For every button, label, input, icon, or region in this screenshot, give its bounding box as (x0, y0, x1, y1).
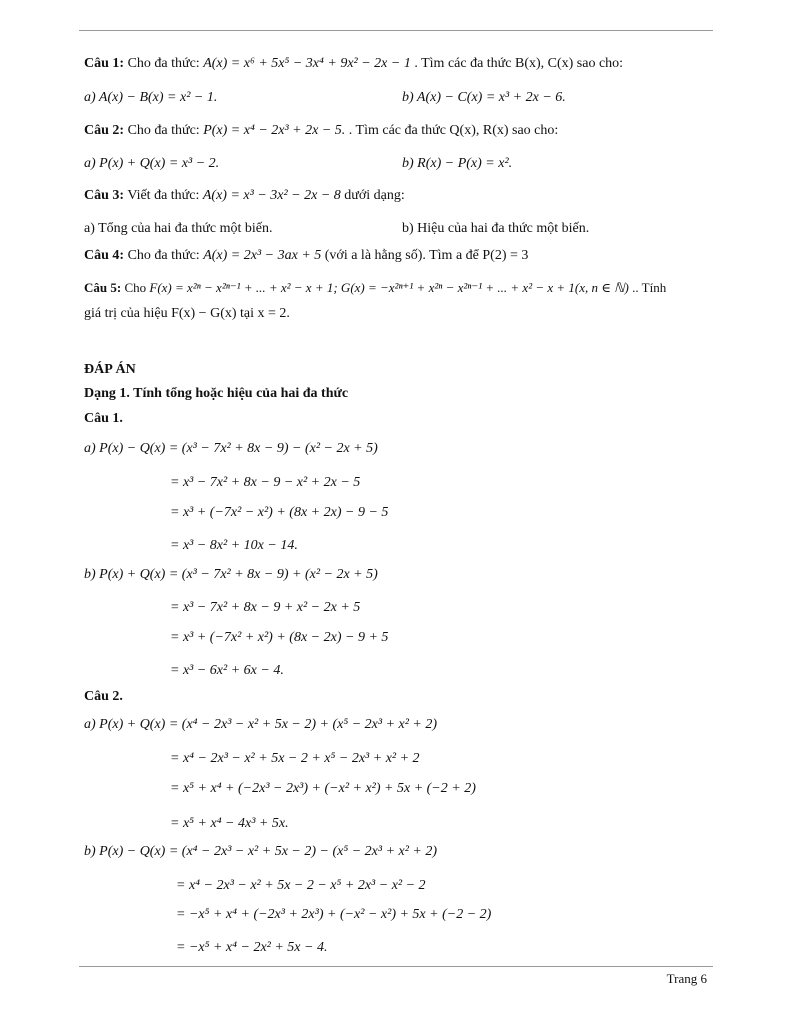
exercise-3-part-a: a) Tổng của hai đa thức một biến. (84, 221, 273, 236)
answer-2b-step-2: = −x⁵ + x⁴ + (−2x³ + 2x³) + (−x² − x²) + 5x + (−2 − 2) (176, 907, 492, 922)
answer-2a-step-1: = x⁴ − 2x³ − x² + 5x − 2 + x⁵ − 2x³ + x² + 2 (170, 751, 420, 766)
bottom-rule (79, 966, 713, 967)
exercise-text: Viết đa thức: (127, 188, 203, 203)
exercise-1-part-a: a) A(x) − B(x) = x² − 1. (84, 90, 218, 105)
exercise-3-part-b: b) Hiệu của hai đa thức một biến. (402, 221, 590, 236)
exercise-formula: A(x) = x⁶ + 5x⁵ − 3x⁴ + 9x² − 2x − 1 (203, 56, 411, 71)
answer-1b-step-2: = x³ + (−7x² + x²) + (8x − 2x) − 9 + 5 (170, 630, 389, 645)
exercise-label: Câu 3: (84, 188, 125, 203)
answer-1a-step-2: = x³ + (−7x² − x²) + (8x + 2x) − 9 − 5 (170, 505, 389, 520)
exercise-tail: dưới dạng: (344, 188, 405, 203)
exercise-2-part-a: a) P(x) + Q(x) = x³ − 2. (84, 156, 220, 171)
page-number: Trang 6 (666, 971, 707, 986)
exercise-tail: .. Tính (632, 280, 667, 295)
exercise-5 (84, 279, 666, 297)
exercise-text: Cho đa thức: (127, 123, 204, 138)
exercise-2-part-b: b) R(x) − P(x) = x². (402, 156, 513, 171)
exercise-tail: (với a là hằng số). Tìm a để P(2) = 3 (324, 248, 529, 263)
answers-heading: ĐÁP ÁN (84, 362, 136, 377)
answer-1a-head: a) P(x) − Q(x) = (x³ − 7x² + 8x − 9) − (x² − 2x + 5) (84, 441, 378, 456)
exercise-tail: . Tìm các đa thức Q(x), R(x) sao cho: (348, 123, 559, 138)
exercise-text: Cho đa thức: (127, 248, 204, 263)
exercise-5-line2: giá trị của hiệu F(x) − G(x) tại x = 2. (84, 306, 290, 321)
answer-2b-step-3: = −x⁵ + x⁴ − 2x² + 5x − 4. (176, 940, 328, 955)
answer-2b-step-1: = x⁴ − 2x³ − x² + 5x − 2 − x⁵ + 2x³ − x² − 2 (176, 878, 426, 893)
exercise-formula: P(x) = x⁴ − 2x³ + 2x − 5. (203, 123, 346, 138)
answer-2a-step-2: = x⁵ + x⁴ + (−2x³ − 2x³) + (−x² + x²) + 5x + (−2 + 2) (170, 781, 476, 796)
answer-2-label: Câu 2. (84, 689, 123, 704)
exercise-formula: A(x) = 2x³ − 3ax + 5 (203, 248, 322, 263)
answer-2b-head: b) P(x) − Q(x) = (x⁴ − 2x³ − x² + 5x − 2) − (x⁵ − 2x³ + x² + 2) (84, 844, 438, 859)
exercise-tail: . Tìm các đa thức B(x), C(x) sao cho: (414, 56, 624, 71)
answer-2a-step-3: = x⁵ + x⁴ − 4x³ + 5x. (170, 816, 289, 831)
exercise-label: Câu 2: (84, 123, 125, 138)
exercise-3 (84, 187, 405, 205)
answer-1-label: Câu 1. (84, 411, 123, 426)
exercise-1-part-b: b) A(x) − C(x) = x³ + 2x − 6. (402, 90, 566, 105)
answer-2a-head: a) P(x) + Q(x) = (x⁴ − 2x³ − x² + 5x − 2) + (x⁵ − 2x³ + x² + 2) (84, 717, 438, 732)
exercise-text: Cho (124, 280, 150, 295)
answer-1a-step-1: = x³ − 7x² + 8x − 9 − x² + 2x − 5 (170, 475, 361, 490)
exercise-label: Câu 1: (84, 56, 125, 71)
answer-1b-step-3: = x³ − 6x² + 6x − 4. (170, 663, 284, 678)
answer-1b-step-1: = x³ − 7x² + 8x − 9 + x² − 2x + 5 (170, 600, 361, 615)
exercise-label: Câu 5: (84, 280, 122, 295)
answer-1b-head: b) P(x) + Q(x) = (x³ − 7x² + 8x − 9) + (x² − 2x + 5) (84, 567, 378, 582)
exercise-formula: A(x) = x³ − 3x² − 2x − 8 (202, 188, 341, 203)
top-rule (79, 30, 713, 31)
exercise-4 (84, 247, 528, 265)
exercise-1 (84, 55, 623, 73)
exercise-label: Câu 4: (84, 248, 125, 263)
answer-1a-step-3: = x³ − 8x² + 10x − 14. (170, 538, 298, 553)
exercise-text: Cho đa thức: (127, 56, 204, 71)
exercise-formula: F(x) = x²ⁿ − x²ⁿ⁻¹ + ... + x² − x + 1; G(x) = −x²ⁿ⁺¹ + x²ⁿ − x²ⁿ⁻¹ + ... + x² − x + 1(x, n ∈ ℕ) (149, 280, 629, 295)
section-title: Dạng 1. Tính tổng hoặc hiệu của hai đa thức (84, 386, 349, 401)
exercise-2 (84, 122, 558, 140)
